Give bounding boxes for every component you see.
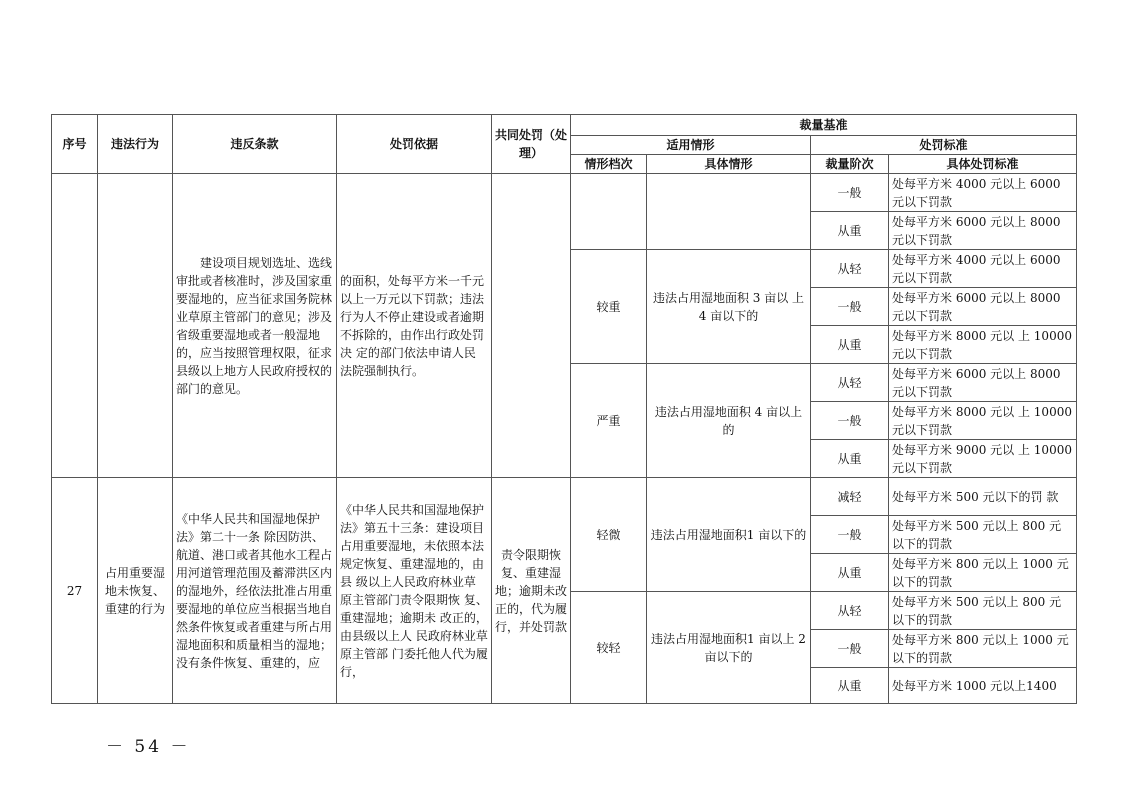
row-27-behavior: 占用重要湿地未恢复、重建的行为: [98, 478, 173, 704]
page-number: － 54 －: [106, 737, 191, 757]
row-prev-clause: 建设项目规划选址、选线审批或者核准时，涉及国家重要湿地的，应当征求国务院林业草原主管部门的意见；涉及省级重要湿地或者一般湿地的，应当按照管理权限，征求县级以上地方人民政府授权的部门的意见。: [173, 174, 337, 478]
header-step: 裁量阶次: [811, 155, 889, 174]
header-level: 情形档次: [571, 155, 647, 174]
detail-cell: 违法占用湿地面积 3 亩以 上 4 亩以下的: [647, 250, 811, 364]
detail-cell: 违法占用湿地面积1 亩以下的: [647, 478, 811, 592]
header-situation: 适用情形: [571, 136, 811, 155]
step-cell: 减轻: [811, 478, 889, 516]
row-27-basis: 《中华人民共和国湿地保护法》第五十三条：建设项目占用重要湿地，未依照本法规定恢复、重建湿地的，由县 级以上人民政府林业草 原主管部门责令限期恢 复、重建湿地；逾期未 改正的， 由县级以上人 民政府林业草原主管部 门委托他人代为履行，: [337, 478, 492, 704]
step-cell: 从重: [811, 212, 889, 250]
step-cell: 从轻: [811, 364, 889, 402]
row-27-common: 责令限期恢复、重建湿地；逾期未改正的，代为履行，并处罚款: [492, 478, 571, 704]
penalty-cell: 处每平方米 500 元以上 800 元以下的罚款: [889, 516, 1077, 554]
row-prev-basis: 的面积，处每平方米一千元以上一万元以下罚款；违法行为人不停止建设或者逾期不拆除的，由作出行政处罚决 定的部门依法申请人民 法院强制执行。: [337, 174, 492, 478]
step-cell: 一般: [811, 174, 889, 212]
row-prev-behavior: [98, 174, 173, 478]
penalty-cell: 处每平方米 4000 元以上 6000 元以下罚款: [889, 174, 1077, 212]
step-cell: 从轻: [811, 250, 889, 288]
row-27-clause: 《中华人民共和国湿地保护法》第二十一条 除因防洪、航道、港口或者其他水工程占用河道管理范围及蓄滞洪区内的湿地外，经依法批准占用重要湿地的单位应当根据当地自然条件恢复或者重建与所占用湿地面积和质量相当的湿地；没有条件恢复、重建的，应: [173, 478, 337, 704]
row-27-seq: 27: [52, 478, 98, 704]
penalty-cell: 处每平方米 800 元以上 1000 元以下的罚款: [889, 630, 1077, 668]
penalty-cell: 处每平方米 6000 元以上 8000 元以下罚款: [889, 364, 1077, 402]
detail-cell: [647, 174, 811, 250]
header-common-penalty: 共同处罚（处理）: [492, 115, 571, 174]
step-cell: 一般: [811, 630, 889, 668]
header-detail: 具体情形: [647, 155, 811, 174]
level-cell: 轻微: [571, 478, 647, 592]
step-cell: 从重: [811, 326, 889, 364]
header-basis: 处罚依据: [337, 115, 492, 174]
penalty-cell: 处每平方米 500 元以下的罚 款: [889, 478, 1077, 516]
step-cell: 一般: [811, 288, 889, 326]
penalty-cell: 处每平方米 8000 元以 上 10000 元以下罚款: [889, 326, 1077, 364]
penalty-cell: 处每平方米 1000 元以上1400: [889, 668, 1077, 704]
step-cell: 从重: [811, 440, 889, 478]
detail-cell: 违法占用湿地面积1 亩以上 2 亩以下的: [647, 592, 811, 704]
step-cell: 从重: [811, 668, 889, 704]
step-cell: 一般: [811, 402, 889, 440]
row-prev-seq: [52, 174, 98, 478]
level-cell: 较轻: [571, 592, 647, 704]
header-penalty: 具体处罚标准: [889, 155, 1077, 174]
step-cell: 从重: [811, 554, 889, 592]
penalty-benchmark-table: [51, 114, 1077, 704]
header-standard: 处罚标准: [811, 136, 1077, 155]
header-behavior: 违法行为: [98, 115, 173, 174]
detail-cell: 违法占用湿地面积 4 亩以上的: [647, 364, 811, 478]
penalty-cell: 处每平方米 9000 元以 上 10000 元以下罚款: [889, 440, 1077, 478]
penalty-cell: 处每平方米 6000 元以上 8000 元以下罚款: [889, 212, 1077, 250]
header-clause: 违反条款: [173, 115, 337, 174]
level-cell: 严重: [571, 364, 647, 478]
row-prev-common: [492, 174, 571, 478]
level-cell: [571, 174, 647, 250]
penalty-cell: 处每平方米 800 元以上 1000 元以下的罚款: [889, 554, 1077, 592]
penalty-cell: 处每平方米 8000 元以 上 10000 元以下罚款: [889, 402, 1077, 440]
header-benchmark: 裁量基准: [571, 115, 1077, 136]
level-cell: 较重: [571, 250, 647, 364]
header-seq: 序号: [52, 115, 98, 174]
penalty-cell: 处每平方米 500 元以上 800 元以下的罚款: [889, 592, 1077, 630]
penalty-cell: 处每平方米 4000 元以上 6000 元以下罚款: [889, 250, 1077, 288]
step-cell: 从轻: [811, 592, 889, 630]
penalty-cell: 处每平方米 6000 元以上 8000 元以下罚款: [889, 288, 1077, 326]
step-cell: 一般: [811, 516, 889, 554]
